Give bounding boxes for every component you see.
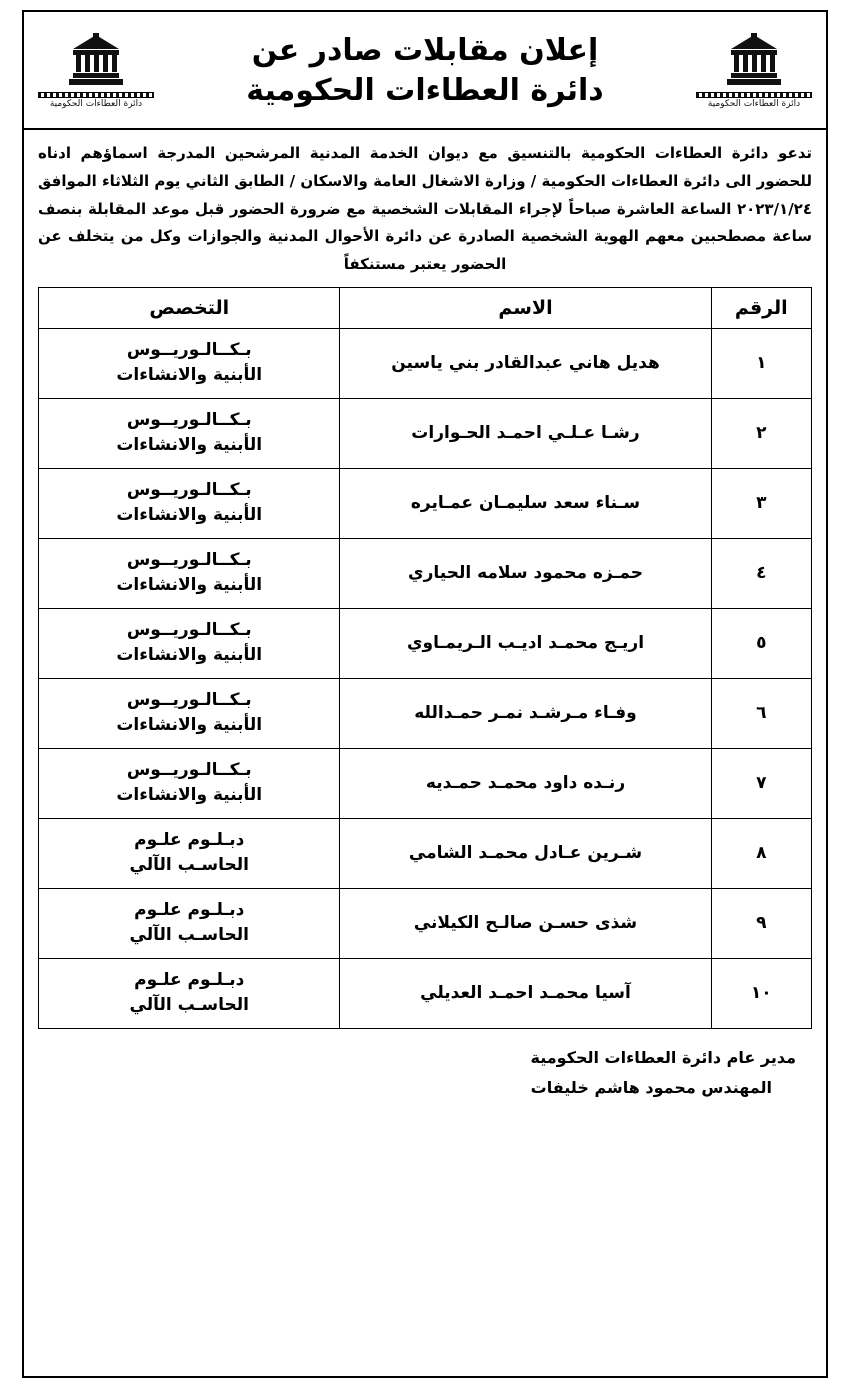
signature-block [24, 1029, 826, 1114]
cell-specialization-line2: الأبنية والانشاءات [116, 645, 263, 666]
table-row [39, 538, 812, 608]
government-crest-icon [63, 33, 129, 89]
cell-specialization-line1: بـكــالـوريــوس [126, 479, 252, 500]
table-header-row [39, 287, 812, 328]
cell-specialization-line2: الأبنية والانشاءات [116, 365, 263, 386]
column-header-name: الاسم [340, 287, 711, 328]
table-row [39, 398, 812, 468]
cell-specialization-line1: دبـلـوم علـوم [134, 969, 245, 990]
signature-name: المهندس محمود هاشم خليفات [530, 1078, 772, 1098]
cell-specialization-line2: الأبنية والانشاءات [116, 505, 263, 526]
cell-number: ١٠ [711, 958, 811, 1028]
cell-specialization-line1: بـكــالـوريــوس [126, 339, 252, 360]
cell-name: سـناء سعد سليمـان عمـايره [340, 468, 711, 538]
intro-paragraph [24, 130, 826, 287]
logo-divider-right [38, 92, 154, 98]
page-title [160, 31, 690, 112]
cell-specialization-line1: بـكــالـوريــوس [126, 549, 252, 570]
cell-number: ٩ [711, 888, 811, 958]
page-title-line1: إعلان مقابلات صادر عن [251, 32, 599, 68]
cell-specialization-line1: بـكــالـوريــوس [126, 619, 252, 640]
logo-caption-left: دائرة العطاءات الحكومية [707, 98, 801, 109]
cell-name: شذى حسـن صالـح الكيلاني [340, 888, 711, 958]
cell-specialization [39, 748, 340, 818]
cell-specialization-line1: بـكــالـوريــوس [126, 409, 252, 430]
cell-name: وفـاء مـرشـد نمـر حمـدالله [340, 678, 711, 748]
cell-specialization-line2: الأبنية والانشاءات [116, 575, 263, 596]
logo-left [690, 33, 818, 110]
government-crest-icon [721, 33, 787, 89]
column-header-number: الرقم [711, 287, 811, 328]
cell-specialization [39, 608, 340, 678]
cell-number: ٣ [711, 468, 811, 538]
signature-title: مدير عام دائرة العطاءات الحكومية [530, 1047, 796, 1067]
cell-name: هديل هاني عبدالقادر بني ياسين [340, 328, 711, 398]
cell-specialization-line2: الحاسـب الآلي [129, 995, 249, 1016]
candidates-table-wrapper [24, 287, 826, 1029]
cell-specialization [39, 888, 340, 958]
cell-specialization-line2: الأبنية والانشاءات [116, 435, 263, 456]
cell-name: رشـا عـلـي احمـد الحـوارات [340, 398, 711, 468]
cell-specialization-line1: دبـلـوم علـوم [134, 829, 245, 850]
page-title-line2: دائرة العطاءات الحكومية [246, 73, 604, 108]
table-row [39, 958, 812, 1028]
cell-specialization [39, 328, 340, 398]
cell-name: رنـده داود محمـد حمـديه [340, 748, 711, 818]
cell-specialization-line2: الحاسـب الآلي [129, 925, 249, 946]
cell-name: اريـج محمـد اديـب الـريمـاوي [340, 608, 711, 678]
intro-text: تدعو دائرة العطاءات الحكومية بالتنسيق مع ديوان الخدمة المدنية المرشحين المدرجة اسماؤهم ادناه للحضور الى دائرة العطاءات الحكومية / وزارة الاشغال العامة والاسكان / الطابق الثاني يوم الثلاثاء الموافق ٢٠٢٣/١/٢٤ الساعة العاشرة صباحاً لإجراء المقابلات الشخصية مع ضرورة الحضور قبل موعد المقابلة بنصف ساعة مصطحبين معهم الهوية الشخصية الصادرة عن دائرة الأحوال المدنية والجوازات وكل من يتخلف عن الحضور يعتبر مستنكفاً [38, 144, 812, 273]
cell-specialization-line1: دبـلـوم علـوم [134, 899, 245, 920]
table-row [39, 608, 812, 678]
table-row [39, 888, 812, 958]
cell-name: حمـزه محمود سلامه الحياري [340, 538, 711, 608]
cell-number: ٢ [711, 398, 811, 468]
cell-specialization-line1: بـكــالـوريــوس [126, 689, 252, 710]
logo-caption-right: دائرة العطاءات الحكومية [49, 98, 143, 109]
cell-specialization-line2: الحاسـب الآلي [129, 855, 249, 876]
table-row [39, 748, 812, 818]
logo-divider-left [696, 92, 812, 98]
cell-specialization-line2: الأبنية والانشاءات [116, 715, 263, 736]
cell-specialization-line1: بـكــالـوريــوس [126, 759, 252, 780]
cell-specialization [39, 958, 340, 1028]
cell-number: ٨ [711, 818, 811, 888]
candidates-table [38, 287, 812, 1029]
cell-specialization-line2: الأبنية والانشاءات [116, 785, 263, 806]
cell-name: آسيا محمـد احمـد العديلي [340, 958, 711, 1028]
table-row [39, 468, 812, 538]
document-frame [22, 10, 828, 1378]
cell-number: ٤ [711, 538, 811, 608]
cell-number: ٦ [711, 678, 811, 748]
cell-specialization [39, 678, 340, 748]
cell-specialization [39, 398, 340, 468]
document-header [24, 12, 826, 130]
column-header-specialization: التخصص [39, 287, 340, 328]
table-row [39, 678, 812, 748]
table-row [39, 818, 812, 888]
cell-number: ٥ [711, 608, 811, 678]
logo-right [32, 33, 160, 110]
cell-name: شـرين عـادل محمـد الشامي [340, 818, 711, 888]
cell-specialization [39, 538, 340, 608]
table-row [39, 328, 812, 398]
cell-specialization [39, 818, 340, 888]
cell-number: ١ [711, 328, 811, 398]
cell-number: ٧ [711, 748, 811, 818]
cell-specialization [39, 468, 340, 538]
